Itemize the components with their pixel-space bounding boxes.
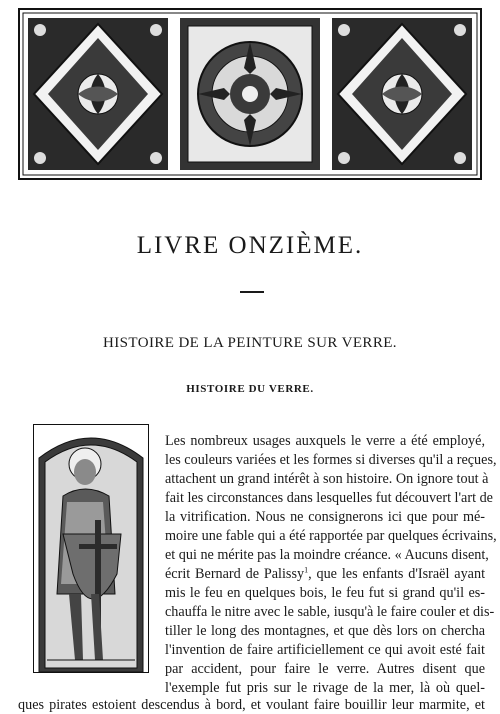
text-fragment: , que les enfants d'Israël ayant (308, 566, 486, 582)
text-line: fait les circonstances dans lesquelles fut découvert l'art de (165, 490, 493, 506)
text-line: les couleurs variées et les formes si diverses qu'il a reçues, (165, 452, 497, 468)
text-line: mis le feu en quelques bois, le feu fut si grand qu'il es- (165, 585, 485, 601)
book-title: LIVRE ONZIÈME. (136, 232, 364, 259)
footnote-marker: 1 (304, 565, 309, 575)
text-line: par accident, pour faire le verre. Autres disent que (165, 661, 485, 677)
text-line: tiller le long des montagnes, et que dès lors on chercha (165, 623, 485, 639)
text-line: l'exemple fut pris sur le rivage de la mer, là où quel- (165, 680, 485, 696)
text-fragment: écrit Bernard de Palissy (165, 566, 305, 582)
text-line-with-footnote (165, 566, 485, 583)
text-line: l'invention de faire artificiellement ce qui avoit esté fait (165, 642, 485, 658)
text-line: la vitrification. Nous ne consignerons ici que pour mé- (165, 509, 485, 525)
text-line: attachent un grand intérêt à son histoire. On ignore tout à (165, 471, 489, 487)
text-line: moire une fable qui a été rapportée par quelques écrivains, (165, 528, 497, 544)
text-line: chauffa le nitre avec le sable, iusqu'à le faire couler et dis- (165, 604, 495, 620)
text-line: Les nombreux usages auxquels le verre a été employé, (165, 433, 485, 449)
text-line: et qui ne mérite pas la moindre créance. « Aucuns disent, (165, 547, 489, 563)
chapter-title: HISTOIRE DE LA PEINTURE SUR VERRE. (103, 335, 397, 351)
section-title: HISTOIRE DU VERRE. (186, 383, 314, 395)
text-line: ques pirates estoient descendus à bord, et voulant faire bouillir leur marmite, et (18, 697, 485, 713)
